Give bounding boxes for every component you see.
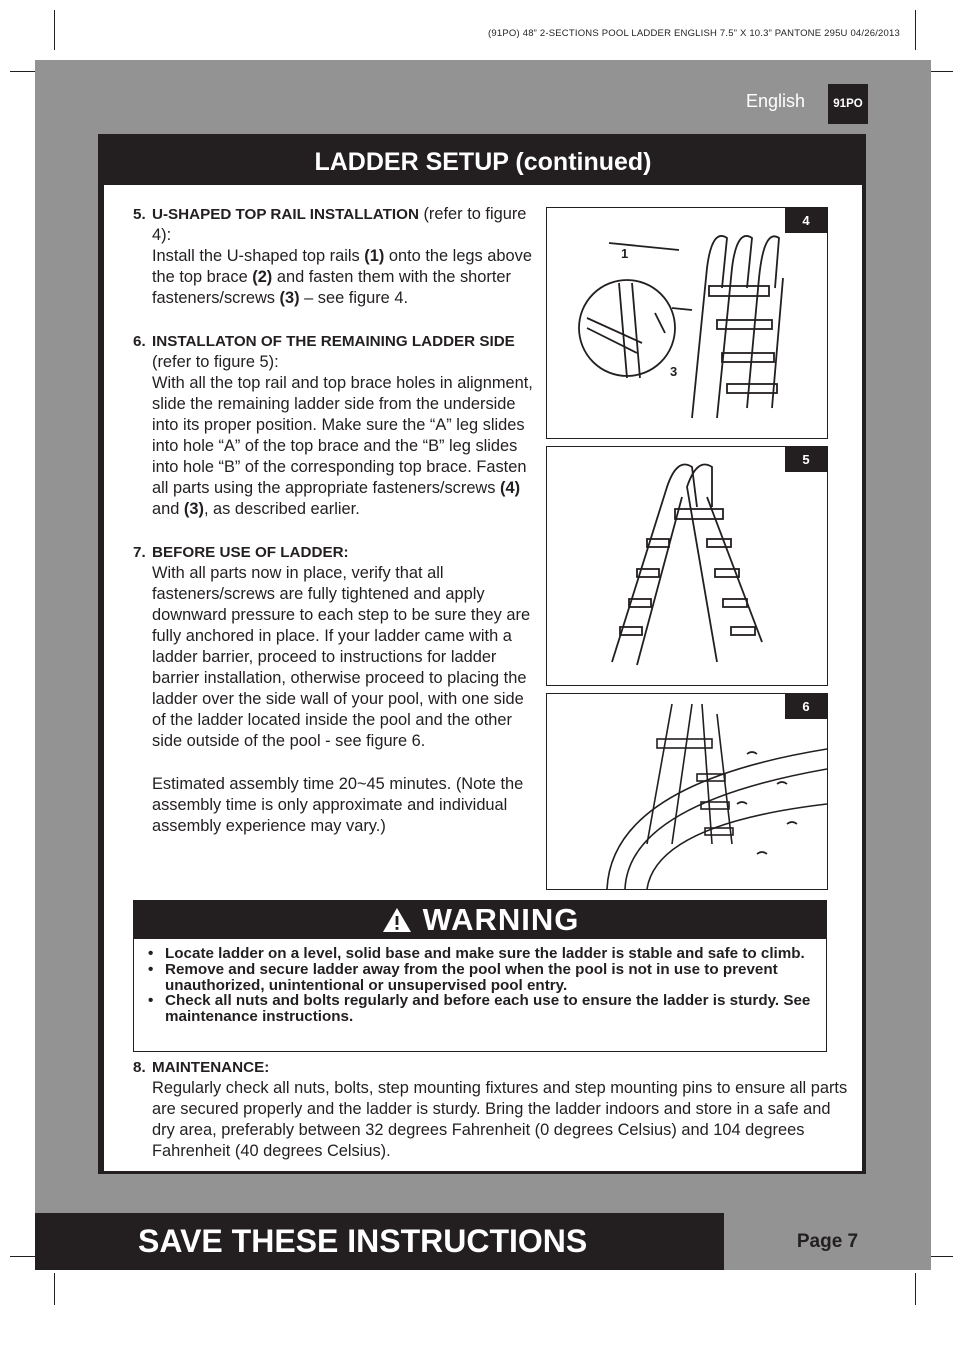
step-text: , as described earlier. — [203, 500, 360, 519]
part-ref: (3) — [279, 289, 300, 308]
part-ref: (2) — [252, 268, 273, 287]
callout-3: 3 — [670, 364, 678, 379]
crop-mark — [915, 1273, 916, 1305]
step-title: BEFORE USE OF LADDER: — [152, 543, 349, 561]
bullet: • — [148, 992, 154, 1010]
step-5 — [133, 204, 535, 309]
setup-steps — [133, 204, 535, 858]
step-8-maintenance — [133, 1057, 852, 1162]
warning-text: Check all nuts and bolts regularly and before each use to ensure the ladder is sturdy. See maintenance instructions. — [165, 992, 811, 1026]
figure-number-badge: 6 — [785, 694, 827, 719]
page-number: Page 7 — [724, 1213, 931, 1270]
step-text: With all the top rail and top brace holes in alignment, slide the remaining ladder side from the underside into its proper position. Make sure the “A” leg slides into hole “A” of the top brace and the “B” leg slides into hole “B” of the corresponding top brace. Fasten all parts using the appropriate fasteners/screws — [152, 373, 533, 498]
step-text: onto the legs above the top brace — [152, 247, 532, 287]
step-6 — [133, 331, 535, 521]
footer-title: SAVE THESE INSTRUCTIONS — [138, 1223, 588, 1259]
step-body — [152, 373, 535, 521]
warning-item — [148, 993, 826, 1025]
assembly-time-note: Estimated assembly time 20~45 minutes. (Note the assembly time is only approximate and individual assembly experience may vary.) — [152, 774, 524, 835]
step-text: Install the U-shaped top rails — [152, 247, 365, 266]
step-7 — [133, 542, 535, 837]
step-body: Regularly check all nuts, bolts, step mounting fixtures and step mounting pins to ensure all parts are secured properly and the ladder is sturdy. Bring the ladder indoors and store in a safe and dry area, preferably between 32 degrees Fahrenheit (0 degrees Celsius) and 104 degrees Fahrenheit (40 degrees Celsius). — [152, 1079, 848, 1161]
bullet: • — [148, 960, 154, 978]
step-number: 7. — [133, 543, 146, 561]
figure-5 — [546, 446, 828, 686]
step-text: and fasten them with the shorter fasteners/screws — [152, 268, 511, 308]
callout-1: 1 — [621, 246, 629, 261]
crop-mark — [54, 1273, 55, 1305]
step-heading — [152, 204, 535, 246]
step-title-suffix: (refer to figure 5): — [152, 352, 279, 371]
warning-item — [148, 962, 826, 994]
ladder-in-pool-illustration — [547, 694, 827, 889]
warning-header — [134, 901, 826, 939]
warning-title: WARNING — [422, 902, 580, 937]
part-ref: (3) — [183, 500, 204, 519]
language-label: English — [746, 91, 806, 111]
ladder-assembly-illustration — [547, 447, 827, 685]
figure-number-badge: 5 — [785, 447, 827, 472]
step-body — [152, 246, 535, 309]
step-title-suffix: (refer to figure 4): — [152, 205, 527, 245]
warning-item — [148, 946, 826, 962]
step-heading — [152, 1057, 852, 1078]
step-number: 8. — [133, 1059, 146, 1076]
warning-list — [134, 946, 826, 1025]
step-heading — [152, 331, 535, 373]
figure-4 — [546, 207, 828, 439]
part-ref: (1) — [364, 247, 385, 266]
figure-6 — [546, 693, 828, 890]
warning-text: Locate ladder on a level, solid base and make sure the ladder is stable and safe to climb. — [165, 945, 805, 962]
step-body: With all parts now in place, verify that all fasteners/screws are fully tightened and apply downward pressure to each step to be sure they are fully anchored in place. If your ladder came with a ladder barrier, proceed to instructions for ladder barrier installation, otherwise proceed to placing the ladder over the side wall of your pool, with one side of the ladder located inside the pool and the other side outside of the pool - see figure 6. — [152, 563, 531, 751]
step-title: INSTALLATON OF THE REMAINING LADDER SIDE — [152, 332, 515, 350]
step-number: 5. — [133, 206, 146, 223]
figure-number-badge: 4 — [785, 208, 827, 233]
step-text: and — [152, 500, 184, 519]
step-title: U-SHAPED TOP RAIL INSTALLATION — [152, 206, 419, 223]
step-title: MAINTENANCE: — [152, 1059, 270, 1076]
step-heading — [152, 542, 535, 563]
step-number: 6. — [133, 332, 146, 350]
warning-triangle-icon — [381, 906, 413, 934]
warning-box — [133, 900, 827, 1052]
bullet: • — [148, 945, 154, 962]
print-header: (91PO) 48” 2-SECTIONS POOL LADDER ENGLISH 7.5” X 10.3” PANTONE 295U 04/26/2013 — [488, 28, 900, 39]
warning-text: Remove and secure ladder away from the pool when the pool is not in use to prevent unauthorized, unintentional or unsupervised pool entry. — [165, 960, 778, 994]
step-text: – see figure 4. — [299, 289, 409, 308]
part-ref: (4) — [500, 479, 521, 498]
crop-mark — [54, 10, 55, 50]
crop-mark — [915, 10, 916, 50]
language-code-badge: 91PO — [828, 84, 868, 124]
section-title: LADDER SETUP (continued) — [314, 148, 652, 176]
ladder-top-rail-illustration — [547, 208, 827, 438]
